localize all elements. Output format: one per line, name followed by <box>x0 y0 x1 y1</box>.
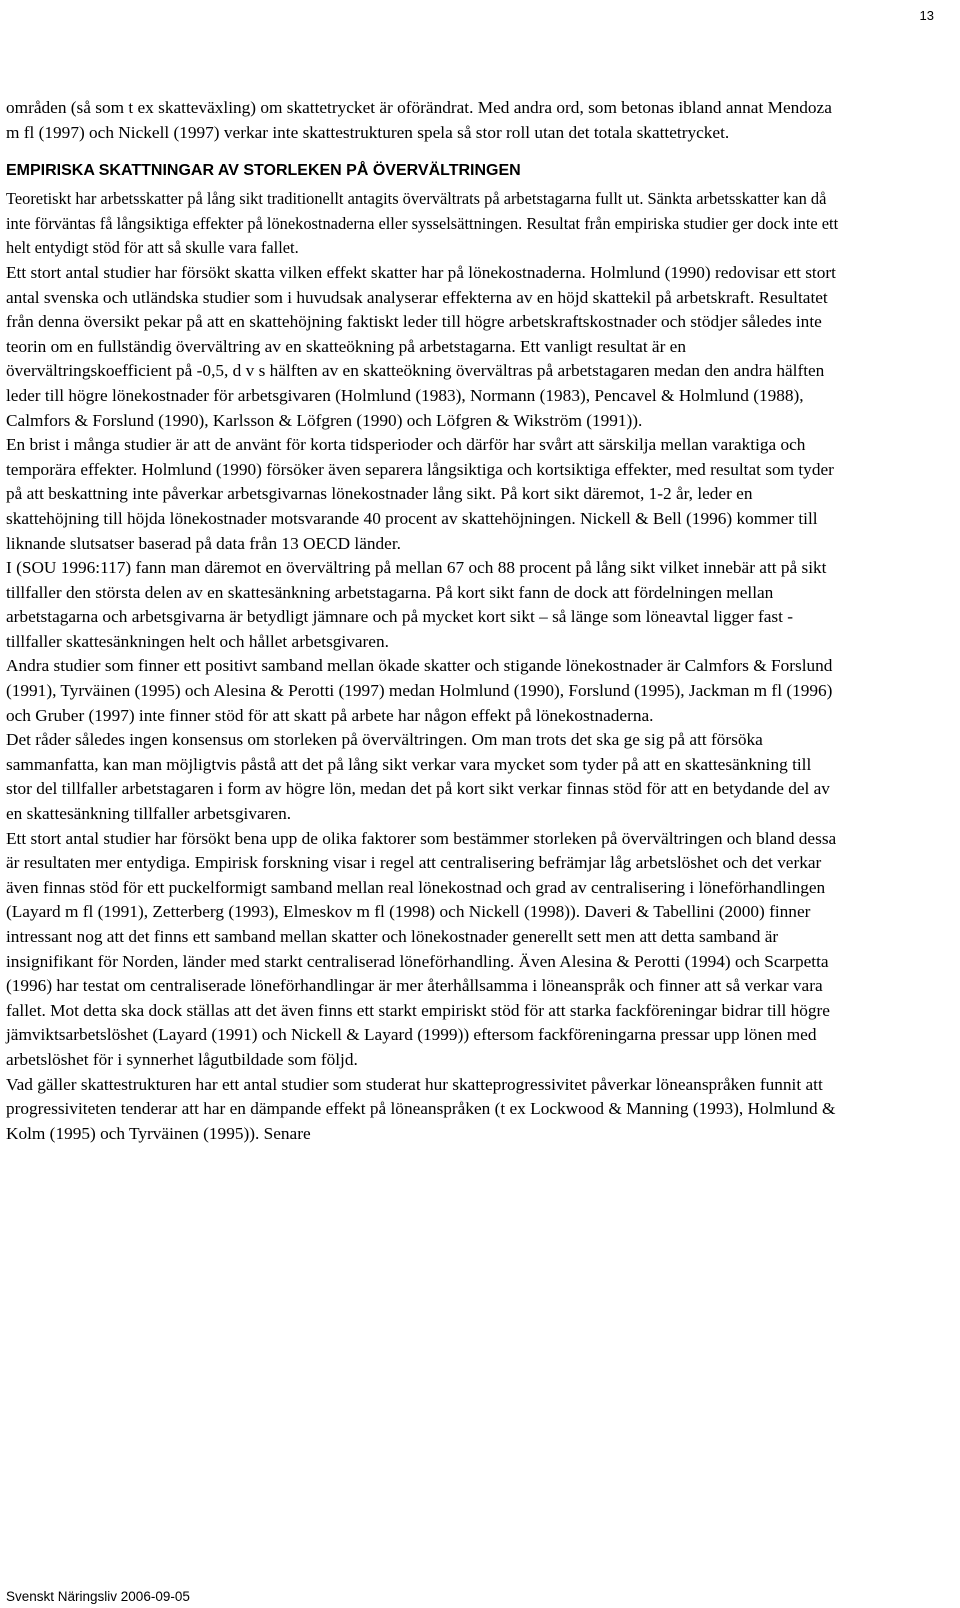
paragraph-7: Ett stort antal studier har försökt bena upp de olika faktorer som bestämmer storleken på övervältringen och bland dessa är resultaten mer entydiga. Empirisk forskning visar i regel att centralisering befrämjar låg arbetslöshet och det verkar även finnas stöd för ett puckelformigt samband mellan real lönekostnad och grad av centralisering i löneförhandlingen (Layard m fl (1991), Zetterberg (1993), Elmeskov m fl (1998) och Nickell (1998)). Daveri & Tabellini (2000) finner intressant nog att det finns ett samband mellan skatter och lönekostnader generellt sett men att detta samband är insignifikant för Norden, länder med starkt centraliserad löneförhandling. Även Alesina & Perotti (1994) och Scarpetta (1996) har testat om centraliserade löneförhandlingar är mer återhållsamma i löneanspråk och finner att så verkar vara fallet. Mot detta ska dock ställas att det även finns ett starkt empiriskt stöd för att starka fackföreningar bidrar till högre jämviktsarbetslöshet (Layard (1991) och Nickell & Layard (1999)) eftersom fackföreningarna pressar upp lönen med arbetslöshet för i synnerhet lågutbildade som följd. <box>6 828 837 1069</box>
paragraph-1: Teoretiskt har arbetsskatter på lång sikt traditionellt antagits övervältrats på arbetstagarna fullt ut. Sänkta arbetsskatter kan då inte förväntas få långsiktiga effekter på lönekostnaderna eller sysselsättningen. Resultat från empiriska studier ger dock inte ett helt entydigt stöd för att så skulle vara fallet. <box>6 189 839 258</box>
paragraph-2: Ett stort antal studier har försökt skatta vilken effekt skatter har på lönekostnaderna. Holmlund (1990) redovisar ett stort antal svenska och utländska studier som i huvudsak analyserar effekterna av en höjd skattekil på arbetskraft. Resultatet från denna översikt pekar på att en skattehöjning faktiskt leder till högre arbetskraftskostnader och stödjer således inte teorin om en fullständig övervältring av en skatteökning på arbetstagarna. Ett vanligt resultat är en övervältringskoefficient på -0,5, d v s hälften av en skatteökning övervältras på arbetstagaren medan den andra hälften leder till högre lönekostnader för arbetsgivaren (Holmlund (1983), Normann (1983), Pencavel & Holmlund (1988), Calmfors & Forslund (1990), Karlsson & Löfgren (1990) och Löfgren & Wikström (1991)). <box>6 262 836 430</box>
document-body <box>6 96 841 1146</box>
page-number: 13 <box>919 8 934 23</box>
paragraph-5: Andra studier som finner ett positivt samband mellan ökade skatter och stigande lönekostnader är Calmfors & Forslund (1991), Tyrväinen (1995) och Alesina & Perotti (1997) medan Holmlund (1990), Forslund (1995), Jackman m fl (1996) och Gruber (1997) inte finner stöd för att skatt på arbete har någon effekt på lönekostnaderna. <box>6 656 833 725</box>
page-footer: Svenskt Näringsliv 2006-09-05 <box>6 1589 190 1604</box>
paragraph-8: Vad gäller skattestrukturen har ett antal studier som studerat hur skatteprogressivitet påverkar löneanspråken funnit att progressiviteten tenderar att har en dämpande effekt på löneanspråken (t ex Lockwood & Manning (1993), Holmlund & Kolm (1995) och Tyrväinen (1995)). Senare <box>6 1074 836 1143</box>
paragraph-3: En brist i många studier är att de använt för korta tidsperioder och därför har svårt att särskilja mellan varaktiga och temporära effekter. Holmlund (1990) försöker även separera långsiktiga och kortsiktiga effekter, med resultat som tyder på att beskattning inte påverkar arbetsgivarnas lönekostnader lång sikt. På kort sikt däremot, 1-2 år, leder en skattehöjning till höjda lönekostnader motsvarande 40 procent av skattehöjningen. Nickell & Bell (1996) kommer till liknande slutsatser baserad på data från 13 OECD länder. <box>6 435 834 553</box>
section-heading: EMPIRISKA SKATTNINGAR AV STORLEKEN PÅ ÖVERVÄLTRINGEN <box>6 162 521 180</box>
paragraph-4: I (SOU 1996:117) fann man däremot en övervältring på mellan 67 och 88 procent på lång sikt vilket innebär att på sikt tillfaller den största delen av en skattesänkning arbetstagarna. På kort sikt fann de dock att fördelningen mellan arbetstagarna och arbetsgivarna är betydligt jämnare och på mycket kort sikt – så länge som löneavtal ligger fast - tillfaller skattesänkningen helt och hållet arbetsgivaren. <box>6 558 827 651</box>
intro-paragraph: områden (så som t ex skatteväxling) om skattetrycket är oförändrat. Med andra ord, som betonas ibland annat Mendoza m fl (1997) och Nickell (1997) verkar inte skattestrukturen spela så stor roll utan det totala skattetrycket. <box>6 98 832 142</box>
paragraph-6: Det råder således ingen konsensus om storleken på övervältringen. Om man trots det ska ge sig på att försöka sammanfatta, kan man möjligtvis påstå att det på lång sikt verkar vara mycket som tyder på att en skattesänkning till stor del tillfaller arbetstagaren i form av högre lön, medan det på kort sikt verkar finnas stöd för att en betydande del av en skattesänkning tillfaller arbetsgivaren. <box>6 730 830 824</box>
